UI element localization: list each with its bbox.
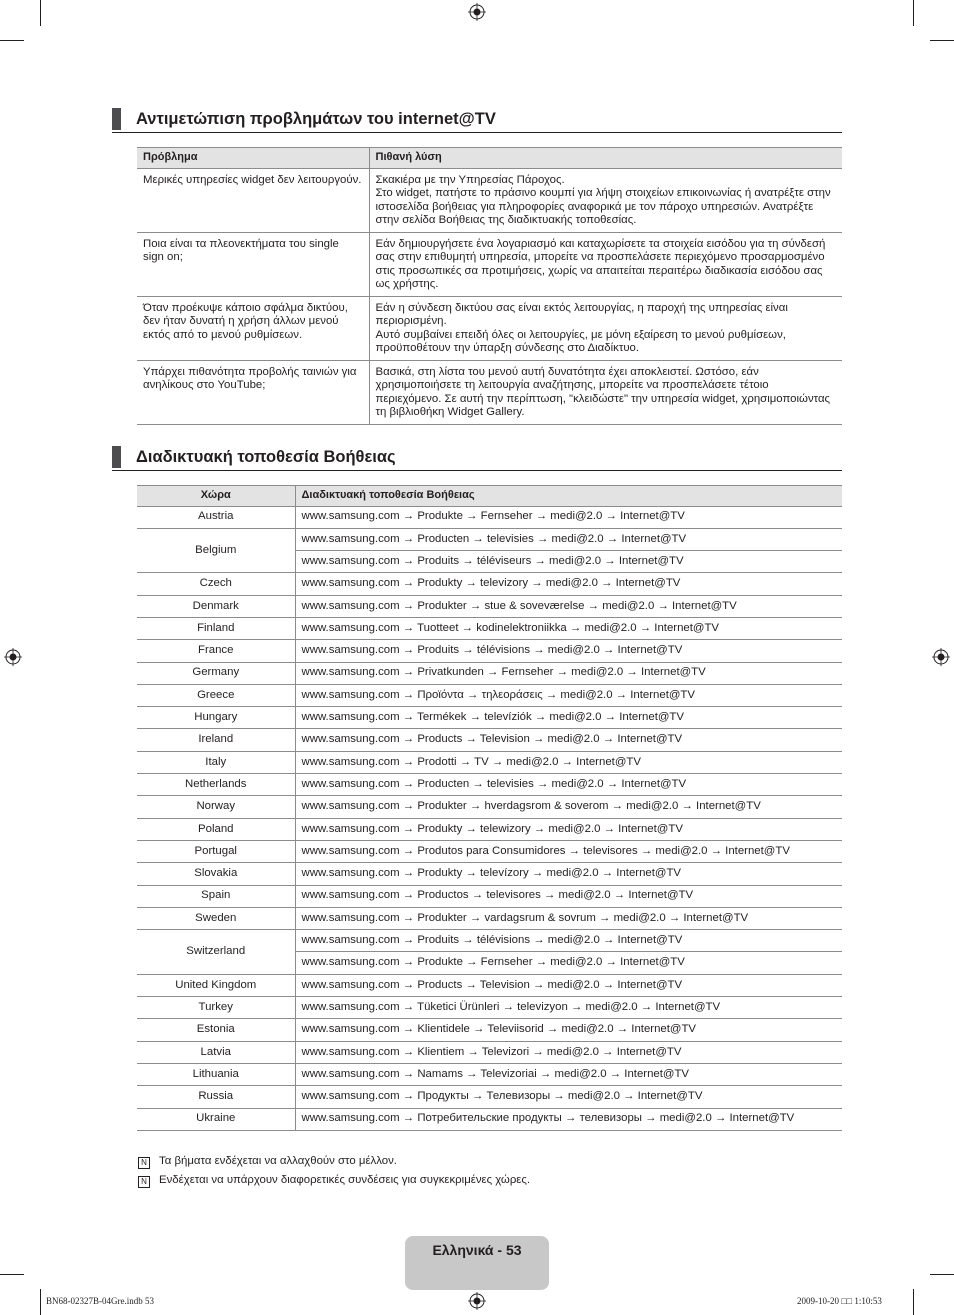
country-cell: Norway <box>137 796 295 818</box>
note-item <box>138 1154 397 1169</box>
help-site-cell: www.samsung.com → Produkter → vardagsrum & sovrum → medi@2.0 → Internet@TV <box>295 907 842 929</box>
crop-mark <box>930 40 954 41</box>
help-site-cell: www.samsung.com → Produkter → hverdagsrom & soverom → medi@2.0 → Internet@TV <box>295 796 842 818</box>
country-cell: Lithuania <box>137 1063 295 1085</box>
column-header-country: Χώρα <box>137 486 295 507</box>
help-site-cell: www.samsung.com → Klientiem → Televizori → medi@2.0 → Internet@TV <box>295 1041 842 1063</box>
table-row <box>137 729 842 751</box>
note-icon: N <box>138 1157 150 1169</box>
country-cell: Italy <box>137 751 295 773</box>
table-row <box>137 1019 842 1041</box>
page-number-badge <box>405 1236 549 1290</box>
section-title: Διαδικτυακή τοποθεσία Βοήθειας <box>136 448 396 466</box>
help-site-cell: www.samsung.com → Prodotti → TV → medi@2.0 → Internet@TV <box>295 751 842 773</box>
crop-mark <box>40 1289 41 1315</box>
help-site-cell: www.samsung.com → Produits → télévisions → medi@2.0 → Internet@TV <box>295 930 842 952</box>
section-heading-troubleshooting <box>112 108 842 133</box>
crop-mark <box>913 1289 914 1315</box>
table-row <box>137 595 842 617</box>
country-cell: Spain <box>137 885 295 907</box>
table-row <box>137 617 842 639</box>
table-row <box>137 885 842 907</box>
footer-file-info: BN68-02327B-04Gre.indb 53 <box>46 1296 154 1306</box>
help-site-cell: www.samsung.com → Tuotteet → kodinelektroniikka → medi@2.0 → Internet@TV <box>295 617 842 639</box>
country-cell: Belgium <box>137 528 295 573</box>
help-site-cell: www.samsung.com → Termékek → televíziók → medi@2.0 → Internet@TV <box>295 707 842 729</box>
column-header-help-site: Διαδικτυακή τοποθεσία Βοήθειας <box>295 486 842 507</box>
table-row <box>137 1041 842 1063</box>
table-row <box>137 907 842 929</box>
solution-cell: Εάν δημιουργήσετε ένα λογαριασμό και καταχωρίσετε τα στοιχεία εισόδου για τη σύνδεσή σας στην επιθυμητή υπηρεσία, μπορείτε να προσπελάσετε περιεχόμενο προσαρμοσμένο στις προσωπικές σα προτιμήσεις, χωρίς να απαιτείται περαιτέρω διαδικασία εισόδου σας ως χρήστης. <box>369 232 842 296</box>
country-cell: United Kingdom <box>137 974 295 996</box>
help-site-cell: www.samsung.com → Потребительские продукты → телевизоры → medi@2.0 → Internet@TV <box>295 1108 842 1130</box>
heading-bar <box>112 446 121 468</box>
table-row <box>137 232 842 296</box>
help-site-cell: www.samsung.com → Produkty → televízory → medi@2.0 → Internet@TV <box>295 863 842 885</box>
table-row <box>137 528 842 550</box>
country-cell: Austria <box>137 506 295 528</box>
country-cell: Denmark <box>137 595 295 617</box>
problem-cell: Υπάρχει πιθανότητα προβολής ταινιών για ανηλίκους στο YouTube; <box>137 360 369 424</box>
problem-cell: Ποια είναι τα πλεονεκτήματα του single sign on; <box>137 232 369 296</box>
section-heading-help-site <box>112 446 842 471</box>
country-cell: Turkey <box>137 997 295 1019</box>
country-cell: Czech <box>137 573 295 595</box>
table-row <box>137 997 842 1019</box>
country-cell: France <box>137 640 295 662</box>
table-row <box>137 573 842 595</box>
table-row <box>137 707 842 729</box>
country-cell: Ukraine <box>137 1108 295 1130</box>
table-row <box>137 360 842 424</box>
help-site-cell: www.samsung.com → Produkte → Fernseher → medi@2.0 → Internet@TV <box>295 952 842 974</box>
table-header-row <box>137 486 842 507</box>
help-site-cell: www.samsung.com → Producten → televisies → medi@2.0 → Internet@TV <box>295 774 842 796</box>
help-site-cell: www.samsung.com → Produits → téléviseurs → medi@2.0 → Internet@TV <box>295 551 842 573</box>
problem-cell: Μερικές υπηρεσίες widget δεν λειτουργούν. <box>137 168 369 232</box>
country-cell: Netherlands <box>137 774 295 796</box>
help-site-cell: www.samsung.com → Produkte → Fernseher → medi@2.0 → Internet@TV <box>295 506 842 528</box>
table-row <box>137 774 842 796</box>
help-site-cell: www.samsung.com → Προϊόντα → τηλεοράσεις → medi@2.0 → Internet@TV <box>295 684 842 706</box>
table-row <box>137 684 842 706</box>
solution-cell: Σκακιέρα με την Υπηρεσίας Πάροχος. Στο widget, πατήστε το πράσινο κουμπί για λήψη στοιχείων επικοινωνίας ή ανατρέξτε στην ιστοσελίδα βοήθειας για πληροφορίες αναφορικά με τον πάροχο υπηρεσιών. Ανατρέξτε στην σελίδα Βοήθειας της διαδικτυακής τοποθεσίας. <box>369 168 842 232</box>
help-site-cell: www.samsung.com → Products → Television → medi@2.0 → Internet@TV <box>295 729 842 751</box>
column-header-problem: Πρόβλημα <box>137 148 369 169</box>
table-row <box>137 863 842 885</box>
registration-mark-icon <box>468 1292 486 1310</box>
help-site-cell: www.samsung.com → Produkty → telewizory → medi@2.0 → Internet@TV <box>295 818 842 840</box>
note-icon: N <box>138 1176 150 1188</box>
crop-mark <box>930 1274 954 1275</box>
help-site-cell: www.samsung.com → Productos → televisores → medi@2.0 → Internet@TV <box>295 885 842 907</box>
table-row <box>137 840 842 862</box>
help-site-cell: www.samsung.com → Namams → Televizoriai → medi@2.0 → Internet@TV <box>295 1063 842 1085</box>
problem-cell: Όταν προέκυψε κάποιο σφάλμα δικτύου, δεν ήταν δυνατή η χρήση άλλων μενού εκτός από το μενού ρυθμίσεων. <box>137 296 369 360</box>
country-cell: Slovakia <box>137 863 295 885</box>
crop-mark <box>40 0 41 26</box>
country-cell: Portugal <box>137 840 295 862</box>
help-site-cell: www.samsung.com → Products → Television → medi@2.0 → Internet@TV <box>295 974 842 996</box>
table-row <box>137 974 842 996</box>
crop-mark <box>913 0 914 26</box>
table-row <box>137 1086 842 1108</box>
help-site-cell: www.samsung.com → Produtos para Consumidores → televisores → medi@2.0 → Internet@TV <box>295 840 842 862</box>
heading-bar <box>112 108 121 130</box>
help-site-table <box>137 485 842 1131</box>
country-cell: Russia <box>137 1086 295 1108</box>
solution-cell: Εάν η σύνδεση δικτύου σας είναι εκτός λειτουργίας, η παροχή της υπηρεσίας είναι περιορισμένη. Αυτό συμβαίνει επειδή όλες οι λειτουργίες, με μόνη εξαίρεση το μενού ρυθμίσεων, προϋποθέτουν την ύπαρξη σύνδεσης στο Διαδίκτυο. <box>369 296 842 360</box>
country-cell: Greece <box>137 684 295 706</box>
note-text: Ενδέχεται να υπάρχουν διαφορετικές συνδέσεις για συγκεκριμένες χώρες. <box>159 1174 531 1186</box>
table-row <box>137 818 842 840</box>
solution-cell: Βασικά, στη λίστα του μενού αυτή δυνατότητα έχει αποκλειστεί. Ωστόσο, εάν χρησιμοποιήσετε τη λειτουργία αναζήτησης, μπορείτε να προσπελάσετε τέτοιο περιεχόμενο. Σε αυτή την περίπτωση, "κλειδώστε" την υπηρεσία widget, χρησιμοποιώντας τη βιβλιοθήκη Widget Gallery. <box>369 360 842 424</box>
help-site-cell: www.samsung.com → Producten → televisies → medi@2.0 → Internet@TV <box>295 528 842 550</box>
registration-mark-icon <box>932 648 950 666</box>
registration-mark-icon <box>468 3 486 21</box>
registration-mark-icon <box>4 648 22 666</box>
page-label: Ελληνικά - 53 <box>432 1242 522 1258</box>
country-cell: Ireland <box>137 729 295 751</box>
troubleshooting-table <box>137 147 842 425</box>
table-row <box>137 662 842 684</box>
table-row <box>137 796 842 818</box>
table-row <box>137 296 842 360</box>
table-row <box>137 1063 842 1085</box>
help-site-cell: www.samsung.com → Tüketici Ürünleri → televizyon → medi@2.0 → Internet@TV <box>295 997 842 1019</box>
column-header-solution: Πιθανή λύση <box>369 148 842 169</box>
table-row <box>137 168 842 232</box>
country-cell: Finland <box>137 617 295 639</box>
country-cell: Sweden <box>137 907 295 929</box>
country-cell: Estonia <box>137 1019 295 1041</box>
help-site-cell: www.samsung.com → Продукты → Телевизоры → medi@2.0 → Internet@TV <box>295 1086 842 1108</box>
table-header-row <box>137 148 842 169</box>
help-site-cell: www.samsung.com → Klientidele → Televiisorid → medi@2.0 → Internet@TV <box>295 1019 842 1041</box>
help-site-cell: www.samsung.com → Privatkunden → Fernseher → medi@2.0 → Internet@TV <box>295 662 842 684</box>
crop-mark <box>0 1274 24 1275</box>
table-row <box>137 640 842 662</box>
country-cell: Switzerland <box>137 930 295 975</box>
table-row <box>137 506 842 528</box>
help-site-cell: www.samsung.com → Produkty → televizory → medi@2.0 → Internet@TV <box>295 573 842 595</box>
crop-mark <box>0 40 24 41</box>
country-cell: Germany <box>137 662 295 684</box>
country-cell: Hungary <box>137 707 295 729</box>
help-site-cell: www.samsung.com → Produits → télévisions → medi@2.0 → Internet@TV <box>295 640 842 662</box>
table-row <box>137 1108 842 1130</box>
table-row <box>137 930 842 952</box>
section-title: Αντιμετώπιση προβλημάτων του internet@TV <box>136 110 496 128</box>
help-site-cell: www.samsung.com → Produkter → stue & soveværelse → medi@2.0 → Internet@TV <box>295 595 842 617</box>
note-text: Τα βήματα ενδέχεται να αλλαχθούν στο μέλλον. <box>159 1155 397 1167</box>
note-item <box>138 1173 530 1188</box>
country-cell: Latvia <box>137 1041 295 1063</box>
table-row <box>137 751 842 773</box>
country-cell: Poland <box>137 818 295 840</box>
footer-timestamp: 2009-10-20 □□ 1:10:53 <box>797 1296 882 1306</box>
